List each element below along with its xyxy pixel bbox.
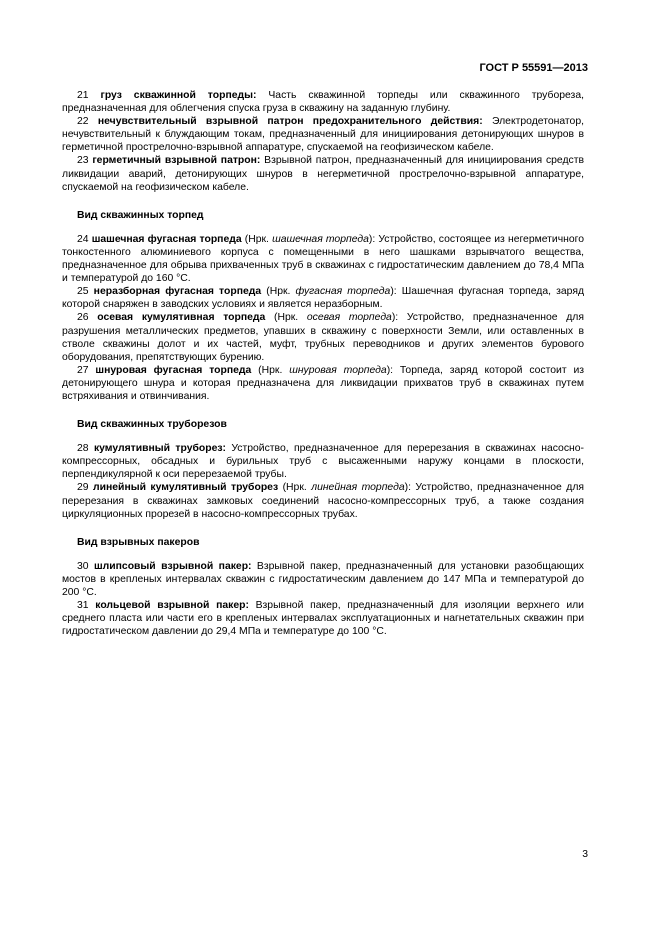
definition-text: Электродетонатор, нечувствительный к блуждающим токам, предназначенный для инициирования детонирующих шнуров в герметичной прострелочно-взрывной аппаратуре, спускаемой на геофизическом кабеле. (62, 116, 584, 154)
definition-22 (62, 115, 584, 154)
deprecated-term: фугасная торпеда (295, 286, 391, 298)
definition-number: 21 (77, 90, 89, 101)
deprecated-term: осевая торпеда (306, 312, 392, 324)
term: кольцевой взрывной пакер: (95, 600, 249, 612)
definition-text: Взрывной пакер, предназначенный для установки разобщающих мостов в крепленых интервалах скважин с гидростатическим давлением до 147 МПа и температурой до 200 °С. (62, 560, 584, 598)
definition-number: 27 (77, 364, 89, 376)
section-heading-pipe-cutters: Вид скважинных труборезов (77, 419, 227, 431)
term: груз скважинной торпеды: (100, 90, 257, 101)
document-id-header: ГОСТ Р 55591—2013 (479, 62, 588, 74)
definition-text: ): Устройство, предназначенное для перерезания в скважинах замковых соединений насосно-компрессорных труб, а также создания циркуляционных прорезей в насосно-компрессорных трубах. (62, 482, 585, 520)
definition-text: ): Устройство, предназначенное для разрушения металлических предметов, упавших в скважину с поверхности Земли, или оставленных в стволе скважины долот и их частей, муфт, трубных переводников и других элементов бурового оборудования, препятствующих бурению. (62, 312, 584, 363)
deprecated-term: шнуровая торпеда (289, 364, 387, 376)
definition-number: 26 (77, 312, 89, 324)
definition-number: 31 (77, 600, 89, 612)
term: шашечная фугасная торпеда (91, 233, 242, 245)
definition-number: 29 (77, 482, 89, 494)
definition-text: Устройство, предназначенное для перерезания в скважинах насосно-компрессорных, обсадных и бурильных труб с высаженными наружу концами в плоскости, перпендикулярной к оси перерезаемой трубы. (62, 443, 584, 481)
definition-29 (62, 481, 584, 520)
term: неразборная фугасная торпеда (93, 286, 262, 298)
term: осевая кумулятивная торпеда (97, 312, 266, 324)
deprecated-term: шашечная торпеда (272, 233, 369, 245)
definition-number: 25 (77, 286, 89, 298)
section-heading-packers: Вид взрывных пакеров (77, 536, 200, 548)
definition-25 (62, 285, 584, 311)
definition-28 (62, 442, 584, 481)
term: кумулятивный труборез: (93, 443, 226, 455)
document-body (62, 89, 584, 638)
nrk-prefix: (Нрк. (241, 233, 273, 245)
definition-text: Взрывной пакер, предназначенный для изоляции верхнего или среднего пласта или части его в крепленых интервалах эксплуатационных и нагнетательных скважин при гидростатическом давлении до 29,4 МПа и температуре до 100 °С. (62, 600, 584, 638)
page-number: 3 (582, 849, 588, 860)
term: нечувствительный взрывной патрон предохранительного действия: (97, 116, 483, 128)
definition-30 (62, 560, 584, 599)
definition-text: ): Устройство, состоящее из негерметичного тонкостенного алюминиевого корпуса с помещенными в него шашками взрывчатого вещества, предназначенное для обрыва прихваченных труб в скважинах с гидростатическим давлением до 78,4 МПа и температурой до 160 °С. (62, 233, 585, 285)
definition-number: 30 (77, 560, 89, 572)
definition-31 (62, 599, 584, 638)
definition-text: ): Шашечная фугасная торпеда, заряд которой снаряжен в заводских условиях и является неразборным. (62, 286, 585, 311)
definition-21 (62, 89, 584, 115)
nrk-prefix: (Нрк. (261, 286, 296, 298)
definition-text: Взрывной патрон, предназначенный для инициирования средств ликвидации аварий, детонирующих шнуров в негерметичной прострелочно-взрывной аппаратуре, спускаемой на геофизическом кабеле. (62, 155, 585, 193)
definition-number: 28 (77, 443, 89, 455)
term: герметичный взрывной патрон: (92, 155, 261, 167)
definition-27 (62, 364, 584, 403)
definition-number: 22 (77, 116, 89, 128)
definition-23 (62, 154, 584, 193)
definition-number: 23 (77, 155, 89, 167)
nrk-prefix: (Нрк. (278, 482, 312, 494)
definition-number: 24 (77, 233, 89, 245)
definition-text: ): Торпеда, заряд которой состоит из детонирующего шнура и которая предназначена для ликвидации прихватов труб в скважинах путем встряхивания и отвинчивания. (62, 364, 585, 402)
definition-24 (62, 233, 584, 285)
term: шлипсовый взрывной пакер: (93, 560, 252, 572)
section-heading-torpedoes: Вид скважинных торпед (77, 209, 204, 221)
definition-text: Часть скважинной торпеды или скважинного трубореза, предназначенная для облегчения спуска груза в скважину на заданную глубину. (62, 90, 584, 115)
term: линейный кумулятивный труборез (93, 482, 279, 494)
nrk-prefix: (Нрк. (251, 364, 290, 376)
deprecated-term: линейная торпеда (311, 482, 405, 494)
nrk-prefix: (Нрк. (265, 312, 307, 324)
definition-26 (62, 311, 584, 363)
term: шнуровая фугасная торпеда (95, 364, 252, 376)
